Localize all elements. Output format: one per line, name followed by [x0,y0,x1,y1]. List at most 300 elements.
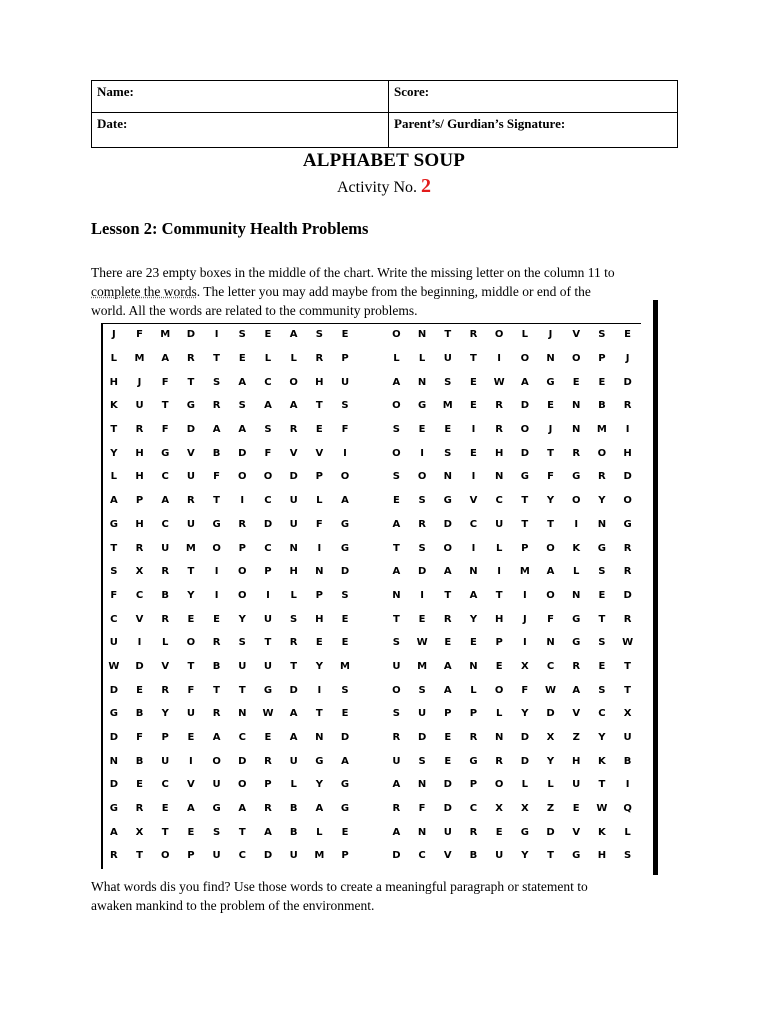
grid-letter: C [264,495,272,507]
grid-letter: F [264,447,272,459]
grid-letter: C [418,850,426,862]
grid-letter: R [623,400,632,412]
grid-letter: B [212,447,221,459]
grid-letter: S [418,495,426,507]
grid-letter: O [417,471,427,483]
grid-letter: R [623,566,632,578]
grid-letter: D [109,732,118,744]
grid-letter: O [623,495,632,507]
grid-letter: E [418,424,426,436]
grid-letter: T [444,589,452,601]
grid-letter: D [520,447,529,459]
missing-letter-box[interactable] [358,465,384,489]
grid-letter: I [574,518,579,530]
grid-letter: E [572,803,580,815]
grid-letter: T [238,684,246,696]
grid-letter: N [494,471,504,483]
grid-letter: E [598,376,606,388]
instructions-line-2-start: complete the words [91,284,197,299]
grid-letter: S [392,471,400,483]
grid-letter: A [341,495,349,507]
grid-letter: D [546,708,555,720]
grid-letter: U [186,708,195,720]
grid-letter: T [187,376,195,388]
grid-letter: O [186,637,196,649]
missing-letter-box[interactable] [358,749,384,773]
grid-letter: O [263,471,273,483]
grid-letter: T [392,613,400,625]
grid-letter: E [315,424,323,436]
grid-letter: U [135,400,144,412]
grid-letter: A [109,495,118,507]
date-field[interactable] [92,113,389,148]
grid-letter: W [108,660,120,672]
grid-letter: D [186,329,196,341]
missing-letter-box[interactable] [358,418,384,442]
grid-letter: P [238,542,246,554]
grid-letter: O [160,850,170,862]
grid-letter: R [187,353,195,365]
grid-letter: H [572,755,581,767]
grid-letter: E [598,589,606,601]
missing-letter-box[interactable] [358,702,384,726]
grid-letter: F [213,471,221,483]
grid-letter: E [444,424,452,436]
grid-letter: A [238,424,247,436]
scan-edge-bar [653,300,658,875]
grid-letter: R [109,850,118,862]
grid-letter: J [548,329,553,341]
grid-letter: F [418,803,426,815]
grid-letter: T [187,660,195,672]
grid-letter: V [315,447,324,459]
missing-letter-box[interactable] [358,441,384,465]
grid-letter: N [315,566,324,578]
grid-letter: J [522,613,527,625]
grid-letter: Y [315,660,323,672]
grid-letter: A [289,732,298,744]
missing-letter-box[interactable] [358,607,384,631]
grid-letter: G [623,518,632,530]
grid-letter: R [572,660,581,672]
missing-letter-box[interactable] [358,536,384,560]
grid-letter: U [572,779,581,791]
grid-letter: F [136,329,143,341]
grid-letter: T [598,779,606,791]
missing-letter-box[interactable] [358,726,384,750]
grid-letter: V [187,447,195,459]
grid-letter: V [572,708,581,720]
grid-letter: A [392,779,401,791]
grid-letter: O [494,329,504,341]
grid-letter: G [520,471,529,483]
grid-letter: L [521,329,529,341]
grid-letter: Y [598,495,606,507]
grid-letter: T [392,542,400,554]
grid-letter: P [444,708,452,720]
grid-letter: B [135,708,144,720]
grid-letter: D [186,424,196,436]
grid-letter: V [135,613,144,625]
grid-letter: A [264,400,272,412]
grid-letter: A [469,589,478,601]
grid-letter: R [264,755,272,767]
grid-letter: P [521,542,529,554]
grid-letter: H [135,518,144,530]
missing-letter-box[interactable] [358,489,384,513]
grid-letter: T [213,353,220,365]
missing-letter-box[interactable] [358,773,384,797]
grid-letter: U [495,518,504,530]
grid-letter: N [392,589,401,601]
grid-letter: A [264,826,272,838]
grid-letter: V [572,826,581,838]
grid-letter: S [598,566,606,578]
grid-letter: T [161,826,169,838]
grid-letter: A [443,684,452,696]
grid-letter: R [135,803,144,815]
grid-letter: S [238,329,246,341]
grid-letter: N [238,708,247,720]
grid-letter: Y [521,850,529,862]
grid-letter: O [520,424,530,436]
grid-letter: S [110,566,118,578]
grid-letter: A [161,353,170,365]
grid-letter: N [469,566,478,578]
missing-letter-box[interactable] [358,560,384,584]
grid-letter: G [417,400,427,412]
grid-letter: O [494,779,504,791]
grid-letter: O [571,495,581,507]
grid-letter: D [443,803,452,815]
grid-letter: A [212,424,221,436]
grid-letter: U [263,660,273,672]
missing-letter-box[interactable] [358,323,384,347]
grid-letter: I [471,424,476,436]
grid-letter: E [598,660,606,672]
grid-letter: I [471,542,476,554]
grid-letter: K [598,755,606,767]
grid-letter: R [289,637,298,649]
footer-line-2: awaken mankind to the problem of the environment. [91,898,375,913]
grid-letter: T [521,518,529,530]
grid-letter: O [392,329,401,341]
grid-letter: P [495,637,503,649]
grid-letter: S [418,755,426,767]
grid-letter: T [444,329,452,341]
grid-letter: K [598,826,606,838]
grid-letter: D [340,732,350,744]
grid-letter: U [289,755,298,767]
grid-letter: H [494,447,504,459]
grid-letter: D [623,471,632,483]
missing-letter-box[interactable] [358,631,384,655]
grid-letter: C [495,495,503,507]
grid-letter: T [495,589,503,601]
grid-letter: H [623,447,632,459]
grid-letter: R [392,732,401,744]
grid-letter: E [444,755,452,767]
grid-letter: O [238,471,247,483]
name-label: Name: [97,84,134,99]
grid-letter: T [290,660,298,672]
grid-letter: G [572,637,581,649]
grid-letter: G [109,708,118,720]
grid-letter: N [417,376,427,388]
grid-letter: E [444,732,452,744]
grid-letter: N [572,424,581,436]
grid-letter: J [137,376,142,388]
grid-letter: R [495,424,503,436]
grid-letter: S [623,850,632,862]
missing-letter-box[interactable] [358,844,384,868]
grid-letter: R [161,613,170,625]
grid-letter: J [625,353,630,365]
grid-letter: T [213,495,220,507]
grid-letter: E [470,447,477,459]
grid-letter: N [572,589,581,601]
grid-letter: A [546,566,555,578]
grid-letter: G [263,684,273,696]
grid-letter: I [522,637,527,649]
grid-letter: V [443,850,452,862]
grid-letter: A [289,329,298,341]
grid-letter: E [213,613,221,625]
grid-letter: S [341,400,349,412]
grid-letter: U [212,779,221,791]
grid-letter: I [625,779,630,791]
grid-letter: L [393,353,400,365]
grid-letter: E [264,329,272,341]
grid-letter: I [343,447,347,459]
grid-letter: R [212,400,221,412]
activity-heading [0,175,768,198]
missing-letter-box[interactable] [358,820,384,844]
grid-letter: D [417,732,427,744]
grid-letter: M [519,566,530,578]
grid-letter: F [161,376,169,388]
grid-letter: O [238,779,247,791]
grid-letter: G [340,542,350,554]
grid-letter: E [136,684,143,696]
grid-letter: L [290,353,297,365]
grid-letter: S [238,400,246,412]
grid-letter: A [392,518,401,530]
grid-letter: I [317,684,322,696]
grid-letter: R [135,424,144,436]
grid-letter: G [340,518,350,530]
grid-letter: I [420,447,424,459]
grid-letter: V [289,447,298,459]
grid-letter: T [264,637,272,649]
grid-letter: I [471,471,476,483]
grid-letter: C [238,850,246,862]
grid-letter: S [444,447,452,459]
grid-letter: O [392,400,401,412]
grid-letter: U [495,850,504,862]
grid-letter: I [497,566,502,578]
missing-letter-box[interactable] [358,513,384,537]
footer-line-1: What words dis you find? Use those words to create a meaningful paragraph or statement to [91,879,588,894]
missing-letter-box[interactable] [358,678,384,702]
missing-letter-box[interactable] [358,797,384,821]
grid-letter: L [162,637,169,649]
grid-letter: S [238,637,246,649]
grid-letter: E [418,613,426,625]
grid-letter: T [110,424,118,436]
grid-letter: V [187,779,195,791]
grid-letter: I [497,353,502,365]
grid-letter: U [186,518,195,530]
grid-letter: C [238,732,246,744]
grid-letter: A [109,826,118,838]
grid-letter: H [135,447,144,459]
grid-letter: A [443,660,452,672]
grid-letter: D [520,732,529,744]
grid-letter: G [315,755,324,767]
score-label: Score: [394,84,430,99]
grid-letter: R [289,424,298,436]
grid-letter: G [109,803,118,815]
grid-letter: R [469,826,478,838]
grid-letter: B [598,400,606,412]
grid-letter: X [520,803,529,815]
page-title: ALPHABET SOUP [302,150,466,171]
grid-letter: I [625,424,630,436]
missing-letter-box[interactable] [358,655,384,679]
grid-letter: N [597,518,607,530]
grid-letter: T [136,850,143,862]
grid-letter: I [522,589,527,601]
grid-letter: N [469,660,478,672]
name-field[interactable] [92,81,389,113]
grid-letter: D [109,779,118,791]
grid-letter: E [392,495,400,507]
grid-letter: O [392,447,401,459]
grid-letter: C [161,779,169,791]
grid-letter: E [495,660,503,672]
grid-letter: O [238,566,247,578]
grid-letter: L [624,826,631,838]
grid-letter: P [341,850,349,862]
grid-letter: A [315,803,324,815]
grid-letter: V [469,495,478,507]
grid-letter: T [598,613,606,625]
grid-letter: F [547,613,554,625]
grid-letter: N [417,329,427,341]
grid-letter: D [263,850,273,862]
grid-letter: S [392,637,400,649]
grid-letter: S [598,684,606,696]
grid-letter: N [546,353,555,365]
grid-letter: A [392,566,401,578]
grid-letter: P [341,353,349,365]
grid-letter: D [340,566,350,578]
grid-letter: G [340,803,350,815]
grid-letter: T [547,518,554,530]
score-field[interactable] [389,81,678,113]
missing-letter-box[interactable] [358,394,384,418]
grid-letter: N [443,471,452,483]
grid-letter: C [161,518,169,530]
grid-letter: E [315,637,323,649]
grid-letter: M [160,329,171,341]
grid-letter: W [545,684,557,696]
grid-letter: Y [469,613,478,625]
missing-letter-box[interactable] [358,347,384,371]
grid-letter: T [187,566,195,578]
grid-letter: V [161,660,170,672]
grid-letter: T [315,400,323,412]
grid-letter: R [264,803,272,815]
grid-letter: T [213,684,220,696]
grid-letter: N [572,400,581,412]
grid-letter: J [548,424,553,436]
grid-letter: L [316,826,323,838]
word-search-grid [101,323,641,869]
missing-letter-box[interactable] [358,584,384,608]
grid-letter: D [392,850,401,862]
grid-letter: U [289,495,298,507]
grid-letter: B [289,803,298,815]
grid-letter: A [238,376,247,388]
grid-letter: N [417,779,427,791]
grid-letter: B [161,589,170,601]
grid-letter: I [137,637,142,649]
grid-letter: C [264,542,272,554]
grid-letter: T [624,660,631,672]
activity-number: 2 [421,175,431,197]
grid-letter: K [109,400,118,412]
grid-letter: S [341,684,349,696]
grid-letter: E [470,376,477,388]
grid-letter: M [314,850,325,862]
grid-letter: U [443,826,452,838]
missing-letter-box[interactable] [358,370,384,394]
grid-letter: S [418,542,426,554]
grid-letter: P [135,495,144,507]
grid-letter: I [317,542,322,554]
grid-letter: R [443,613,452,625]
grid-letter: R [469,732,478,744]
grid-letter: N [315,732,324,744]
grid-letter: T [238,826,246,838]
grid-letter: C [469,518,478,530]
grid-letter: F [341,424,349,436]
grid-letter: L [521,779,529,791]
grid-letter: Q [623,803,632,815]
grid-letter: A [341,755,349,767]
grid-letter: F [161,424,169,436]
grid-letter: I [266,589,270,601]
grid-letter: R [212,708,221,720]
grid-letter: E [161,803,169,815]
activity-label: Activity No. [337,179,417,196]
grid-letter: R [187,495,195,507]
signature-field[interactable] [389,113,678,148]
grid-letter: L [470,684,477,696]
grid-letter: G [212,803,221,815]
grid-letter: N [494,732,504,744]
grid-letter: S [290,613,298,625]
grid-letter: B [212,660,221,672]
grid-letter: I [214,329,219,341]
grid-letter: L [264,353,272,365]
grid-letter: R [495,755,503,767]
grid-letter: L [110,353,118,365]
grid-letter: Y [161,708,169,720]
grid-letter: I [240,495,245,507]
